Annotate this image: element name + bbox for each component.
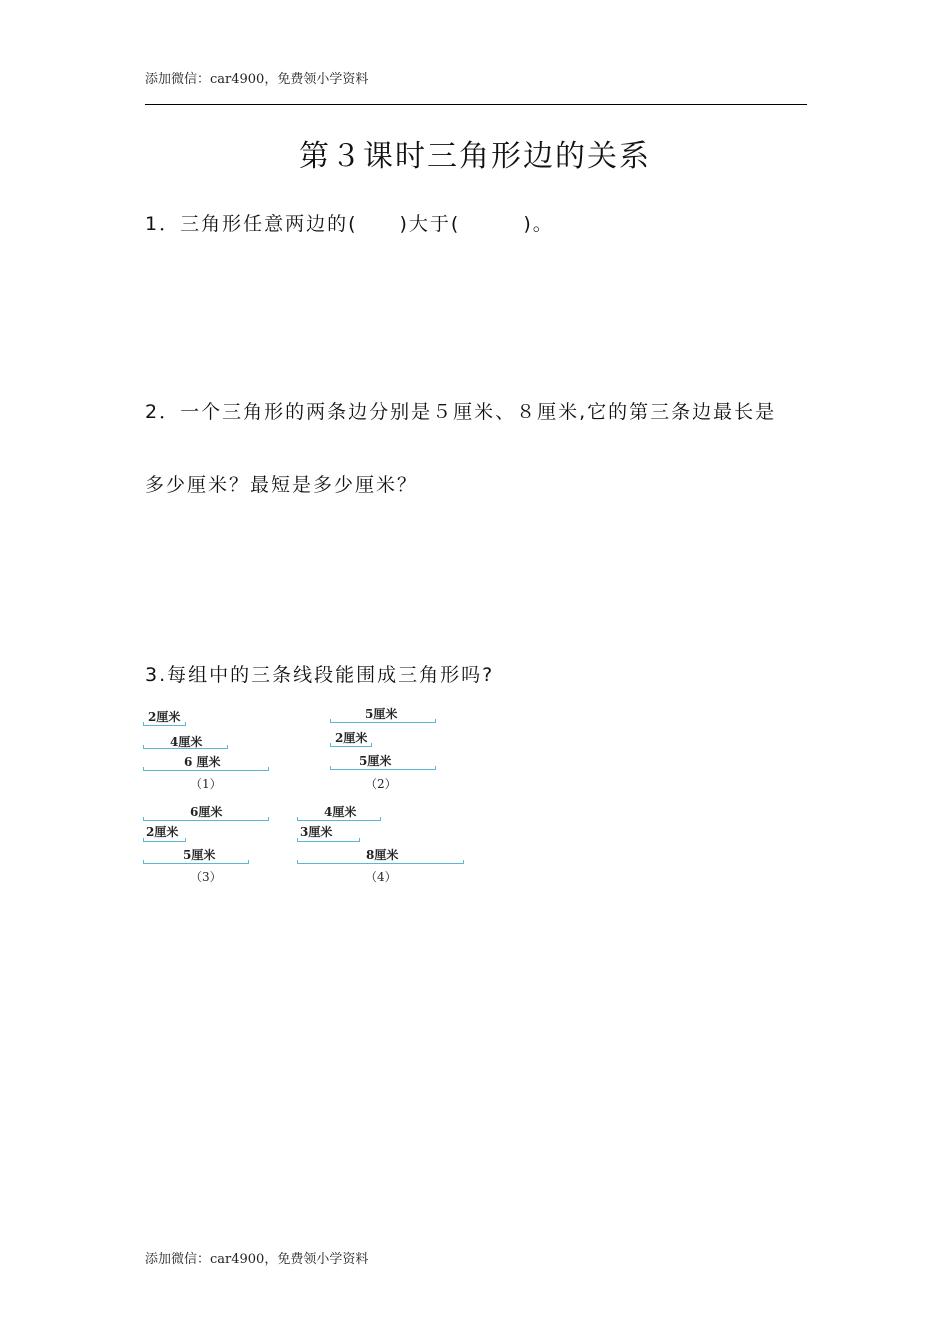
- line-segment: [143, 860, 249, 864]
- segment-label: 6厘米: [190, 805, 223, 819]
- line-segment: [297, 838, 360, 842]
- segment-label: 5厘米: [359, 754, 392, 768]
- question-2-line-1: 2．一个三角形的两条边分别是５厘米、８厘米,它的第三条边最长是: [145, 401, 777, 423]
- line-segment: [297, 860, 464, 864]
- line-segment: [330, 719, 436, 723]
- question-3: 3.每组中的三条线段能围成三角形吗?: [145, 664, 495, 686]
- line-segment: [143, 767, 269, 771]
- group-label: （3）: [190, 870, 222, 884]
- line-segment: [330, 743, 372, 747]
- line-segment: [297, 817, 381, 821]
- segment-label: 5厘米: [365, 707, 398, 721]
- group-label: （1）: [190, 777, 222, 791]
- segment-label: 2厘米: [148, 710, 181, 724]
- segment-label: 5厘米: [183, 848, 216, 862]
- line-segment: [143, 722, 186, 726]
- segment-label: 3厘米: [300, 825, 333, 839]
- segment-label: 2厘米: [146, 825, 179, 839]
- segment-label: 4厘米: [170, 735, 203, 749]
- segment-label: 6 厘米: [184, 755, 221, 769]
- header-rule: [145, 104, 807, 105]
- segment-label: 2厘米: [335, 731, 368, 745]
- segment-label: 8厘米: [366, 848, 399, 862]
- page-title: 第３课时三角形边的关系: [299, 139, 651, 174]
- line-segment: [143, 745, 228, 749]
- page-header: 添加微信：car4900，免费领小学资料: [145, 72, 369, 87]
- line-segment: [143, 838, 186, 842]
- question-2-line-2: 多少厘米？最短是多少厘米？: [145, 474, 419, 496]
- segment-label: 4厘米: [324, 805, 357, 819]
- line-segment: [143, 817, 269, 821]
- line-segment: [330, 766, 436, 770]
- group-label: （2）: [365, 777, 397, 791]
- group-label: （4）: [365, 870, 397, 884]
- question-1: 1．三角形任意两边的( )大于( )。: [145, 213, 554, 235]
- page-footer: 添加微信：car4900，免费领小学资料: [145, 1252, 369, 1267]
